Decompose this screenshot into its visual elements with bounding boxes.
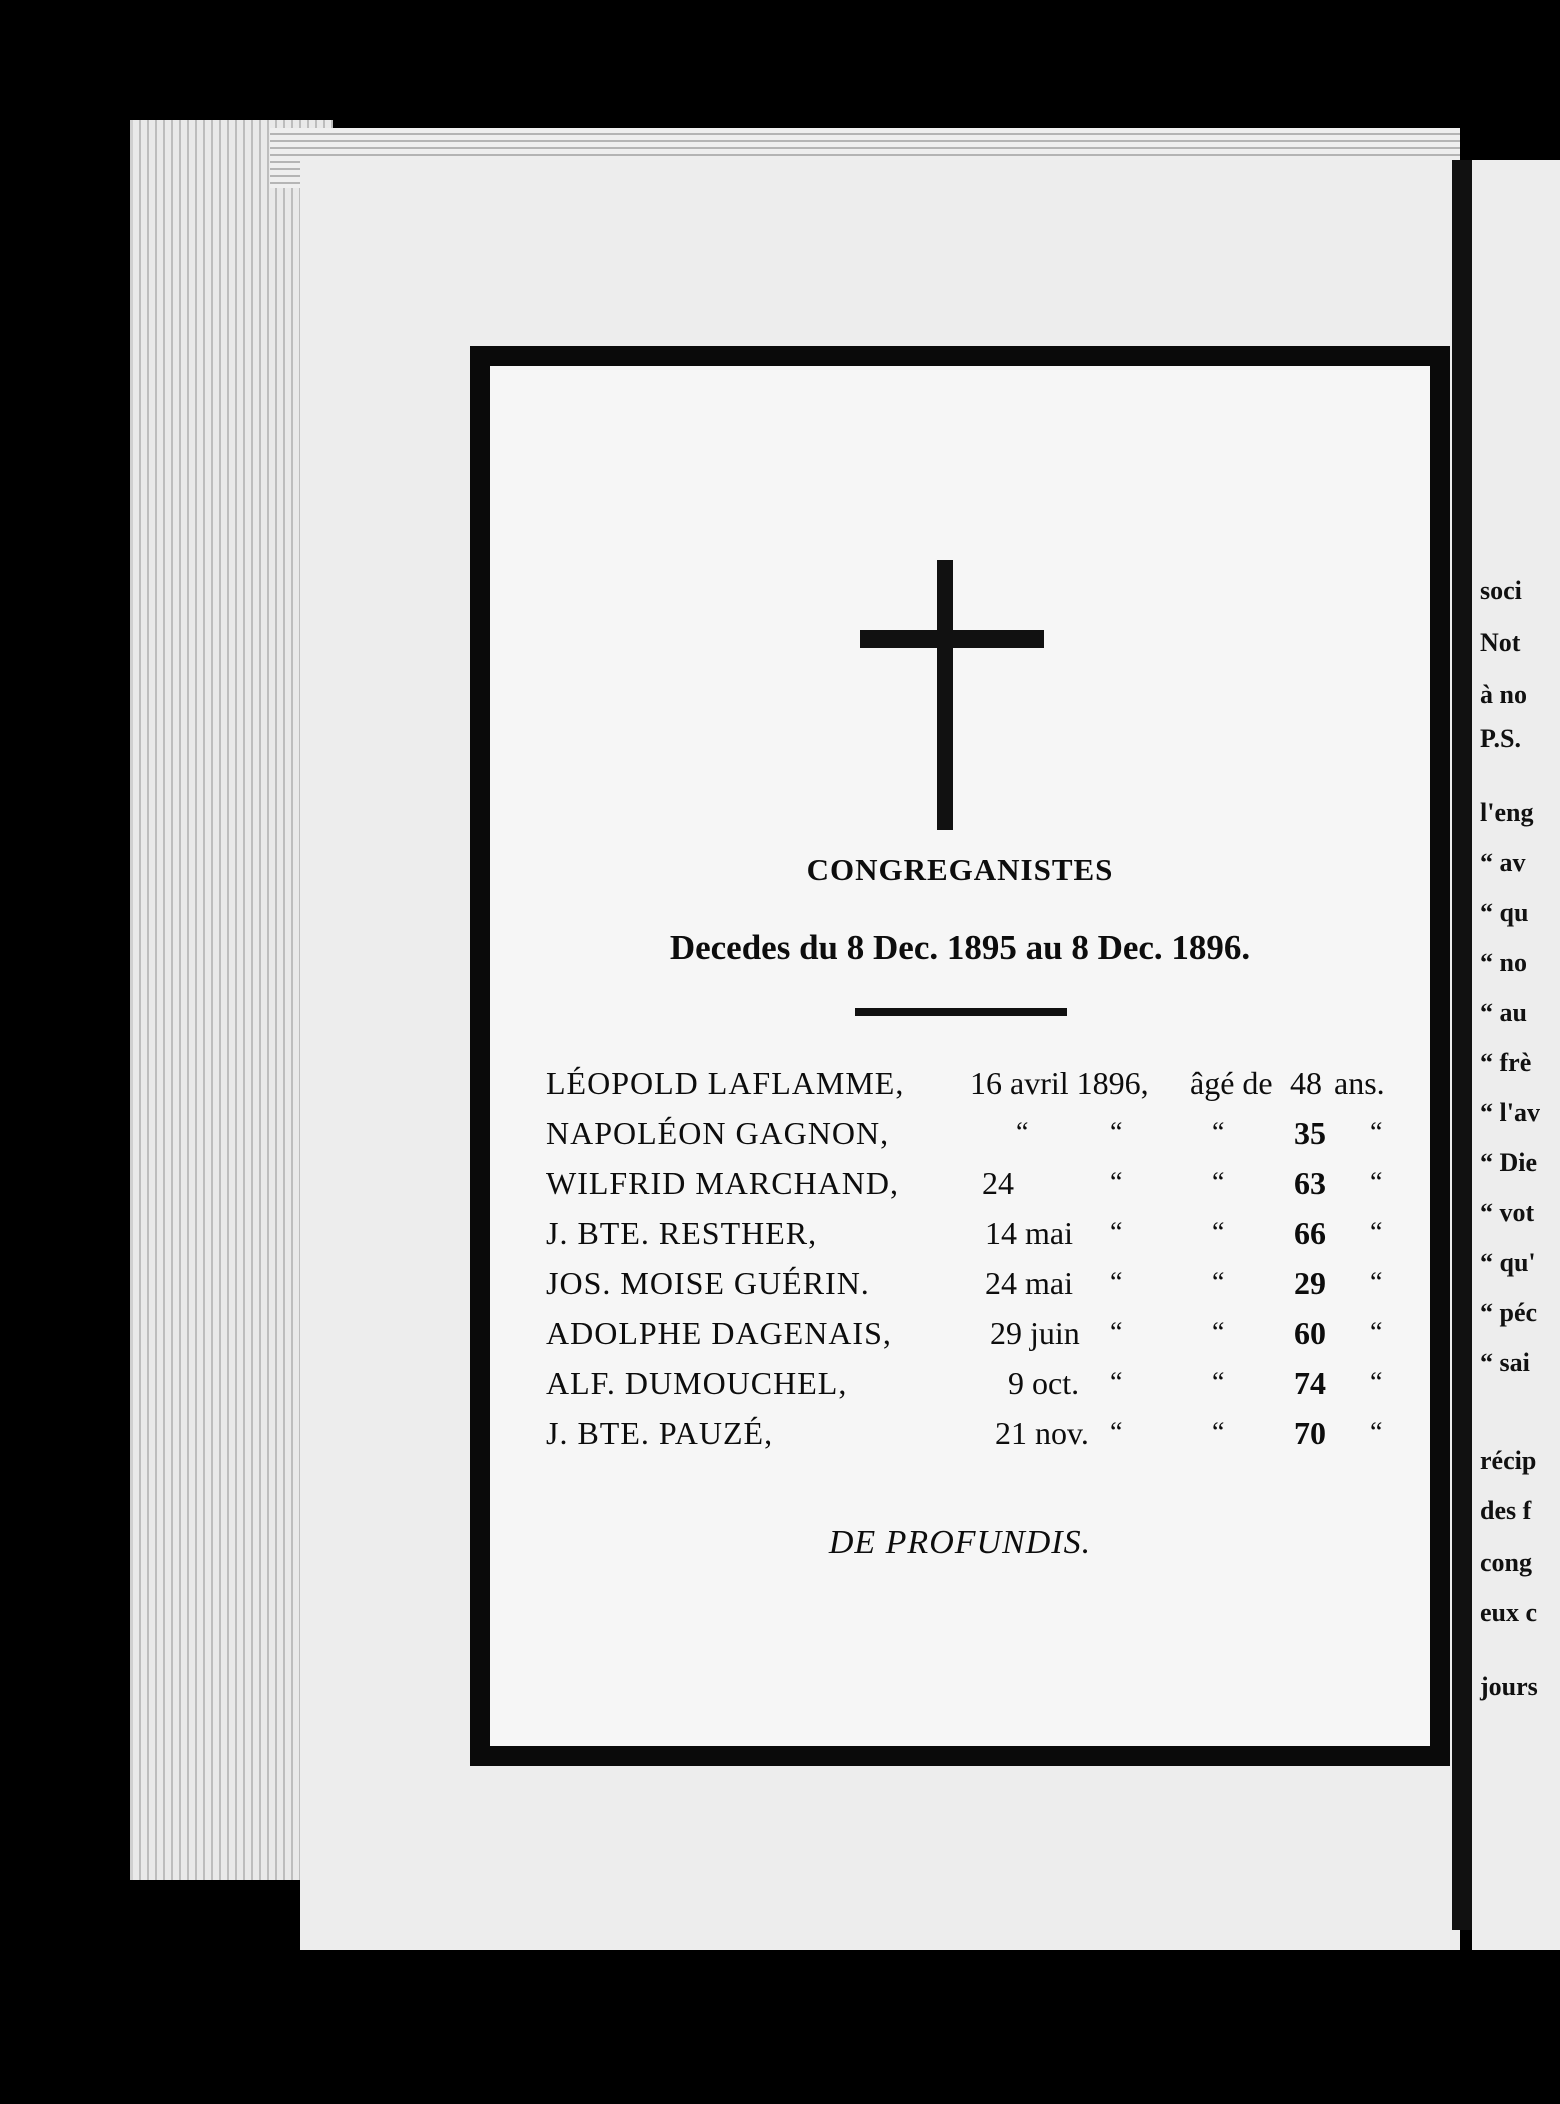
facing-page-line: P.S. xyxy=(1480,724,1521,753)
entry-age: 74 xyxy=(1294,1365,1326,1401)
entry-name: J. BTE. RESTHER, xyxy=(546,1215,818,1251)
facing-page-line: “ qu xyxy=(1480,898,1529,927)
entry-age: 66 xyxy=(1294,1215,1326,1251)
entry-unit: ans. xyxy=(1334,1065,1385,1101)
facing-page-line: “ frè xyxy=(1480,1048,1532,1077)
list-item xyxy=(0,1310,1560,1356)
ditto-mark: “ xyxy=(1110,1217,1123,1248)
ditto-mark: “ xyxy=(1212,1117,1225,1148)
facing-page-line: “ qu' xyxy=(1480,1248,1536,1277)
ditto-mark: “ xyxy=(1212,1217,1225,1248)
ditto-mark: “ xyxy=(1370,1117,1383,1148)
entry-name: ALF. DUMOUCHEL, xyxy=(546,1365,848,1401)
entry-age: 60 xyxy=(1294,1315,1326,1351)
facing-page-line: “ no xyxy=(1480,948,1527,977)
entry-date: 29 juin xyxy=(990,1315,1080,1351)
list-item xyxy=(0,1360,1560,1406)
ditto-mark: “ xyxy=(1212,1417,1225,1448)
entry-age: 35 xyxy=(1294,1115,1326,1151)
entry-name: JOS. MOISE GUÉRIN. xyxy=(546,1265,870,1301)
ditto-mark: “ xyxy=(1212,1267,1225,1298)
notice-subtitle: Decedes du 8 Dec. 1895 au 8 Dec. 1896. xyxy=(669,928,1251,967)
facing-page-line: “ péc xyxy=(1480,1298,1538,1327)
ditto-mark: “ xyxy=(1110,1117,1123,1148)
entry-age: 70 xyxy=(1294,1415,1326,1451)
entry-age-label: âgé de xyxy=(1190,1065,1273,1101)
ditto-mark: “ xyxy=(1110,1417,1123,1448)
list-item xyxy=(0,1060,1560,1106)
entry-date: 9 oct. xyxy=(1008,1365,1080,1401)
entry-date: 16 avril 1896, xyxy=(970,1065,1149,1101)
ditto-mark: “ xyxy=(1110,1267,1123,1298)
list-item xyxy=(0,1410,1560,1456)
list-item xyxy=(0,1110,1560,1156)
ditto-mark: “ xyxy=(1370,1317,1383,1348)
ditto-mark: “ xyxy=(1370,1217,1383,1248)
facing-page-line: soci xyxy=(1480,576,1522,605)
entry-date: “ xyxy=(1016,1117,1029,1148)
ditto-mark: “ xyxy=(1370,1417,1383,1448)
ditto-mark: “ xyxy=(1212,1167,1225,1198)
facing-page-line: récip xyxy=(1480,1446,1537,1475)
facing-page-line: “ l'av xyxy=(1480,1098,1540,1127)
facing-page-line: Not xyxy=(1480,628,1521,657)
ditto-mark: “ xyxy=(1110,1167,1123,1198)
entry-date: 24 xyxy=(982,1165,1014,1201)
ditto-mark: “ xyxy=(1110,1367,1123,1398)
entry-name: NAPOLÉON GAGNON, xyxy=(546,1115,890,1151)
facing-page-line: “ av xyxy=(1480,848,1526,877)
list-item xyxy=(0,1260,1560,1306)
entry-age: 63 xyxy=(1294,1165,1326,1201)
entry-age: 48 xyxy=(1290,1065,1322,1101)
entry-date: 24 mai xyxy=(985,1265,1073,1301)
entry-name: WILFRID MARCHAND, xyxy=(546,1165,899,1201)
notice-title: CONGREGANISTES xyxy=(806,852,1114,887)
facing-page-line: “ au xyxy=(1480,998,1527,1027)
facing-page-line: “ Die xyxy=(1480,1148,1538,1177)
ditto-mark: “ xyxy=(1110,1317,1123,1348)
entry-name: ADOLPHE DAGENAIS, xyxy=(546,1315,892,1351)
facing-page-line: “ sai xyxy=(1480,1348,1530,1377)
facing-page-line: eux c xyxy=(1480,1598,1538,1627)
entry-name: J. BTE. PAUZÉ, xyxy=(546,1415,774,1451)
entry-age: 29 xyxy=(1294,1265,1326,1301)
ditto-mark: “ xyxy=(1370,1167,1383,1198)
facing-page-line: à no xyxy=(1480,680,1527,709)
facing-page-line: des f xyxy=(1480,1496,1532,1525)
facing-page-line: jours xyxy=(1480,1672,1538,1701)
entry-name: LÉOPOLD LAFLAMME, xyxy=(546,1065,905,1101)
facing-page-line: “ vot xyxy=(1480,1198,1535,1227)
list-item xyxy=(0,1210,1560,1256)
entry-date: 14 mai xyxy=(985,1215,1073,1251)
ditto-mark: “ xyxy=(1370,1367,1383,1398)
entry-date: 21 nov. xyxy=(995,1415,1089,1451)
ditto-mark: “ xyxy=(1370,1267,1383,1298)
ditto-mark: “ xyxy=(1212,1367,1225,1398)
list-item xyxy=(0,1160,1560,1206)
closing-prayer: DE PROFUNDIS. xyxy=(828,1524,1092,1561)
ditto-mark: “ xyxy=(1212,1317,1225,1348)
facing-page-line: cong xyxy=(1480,1548,1532,1577)
facing-page-line: l'eng xyxy=(1480,798,1534,827)
